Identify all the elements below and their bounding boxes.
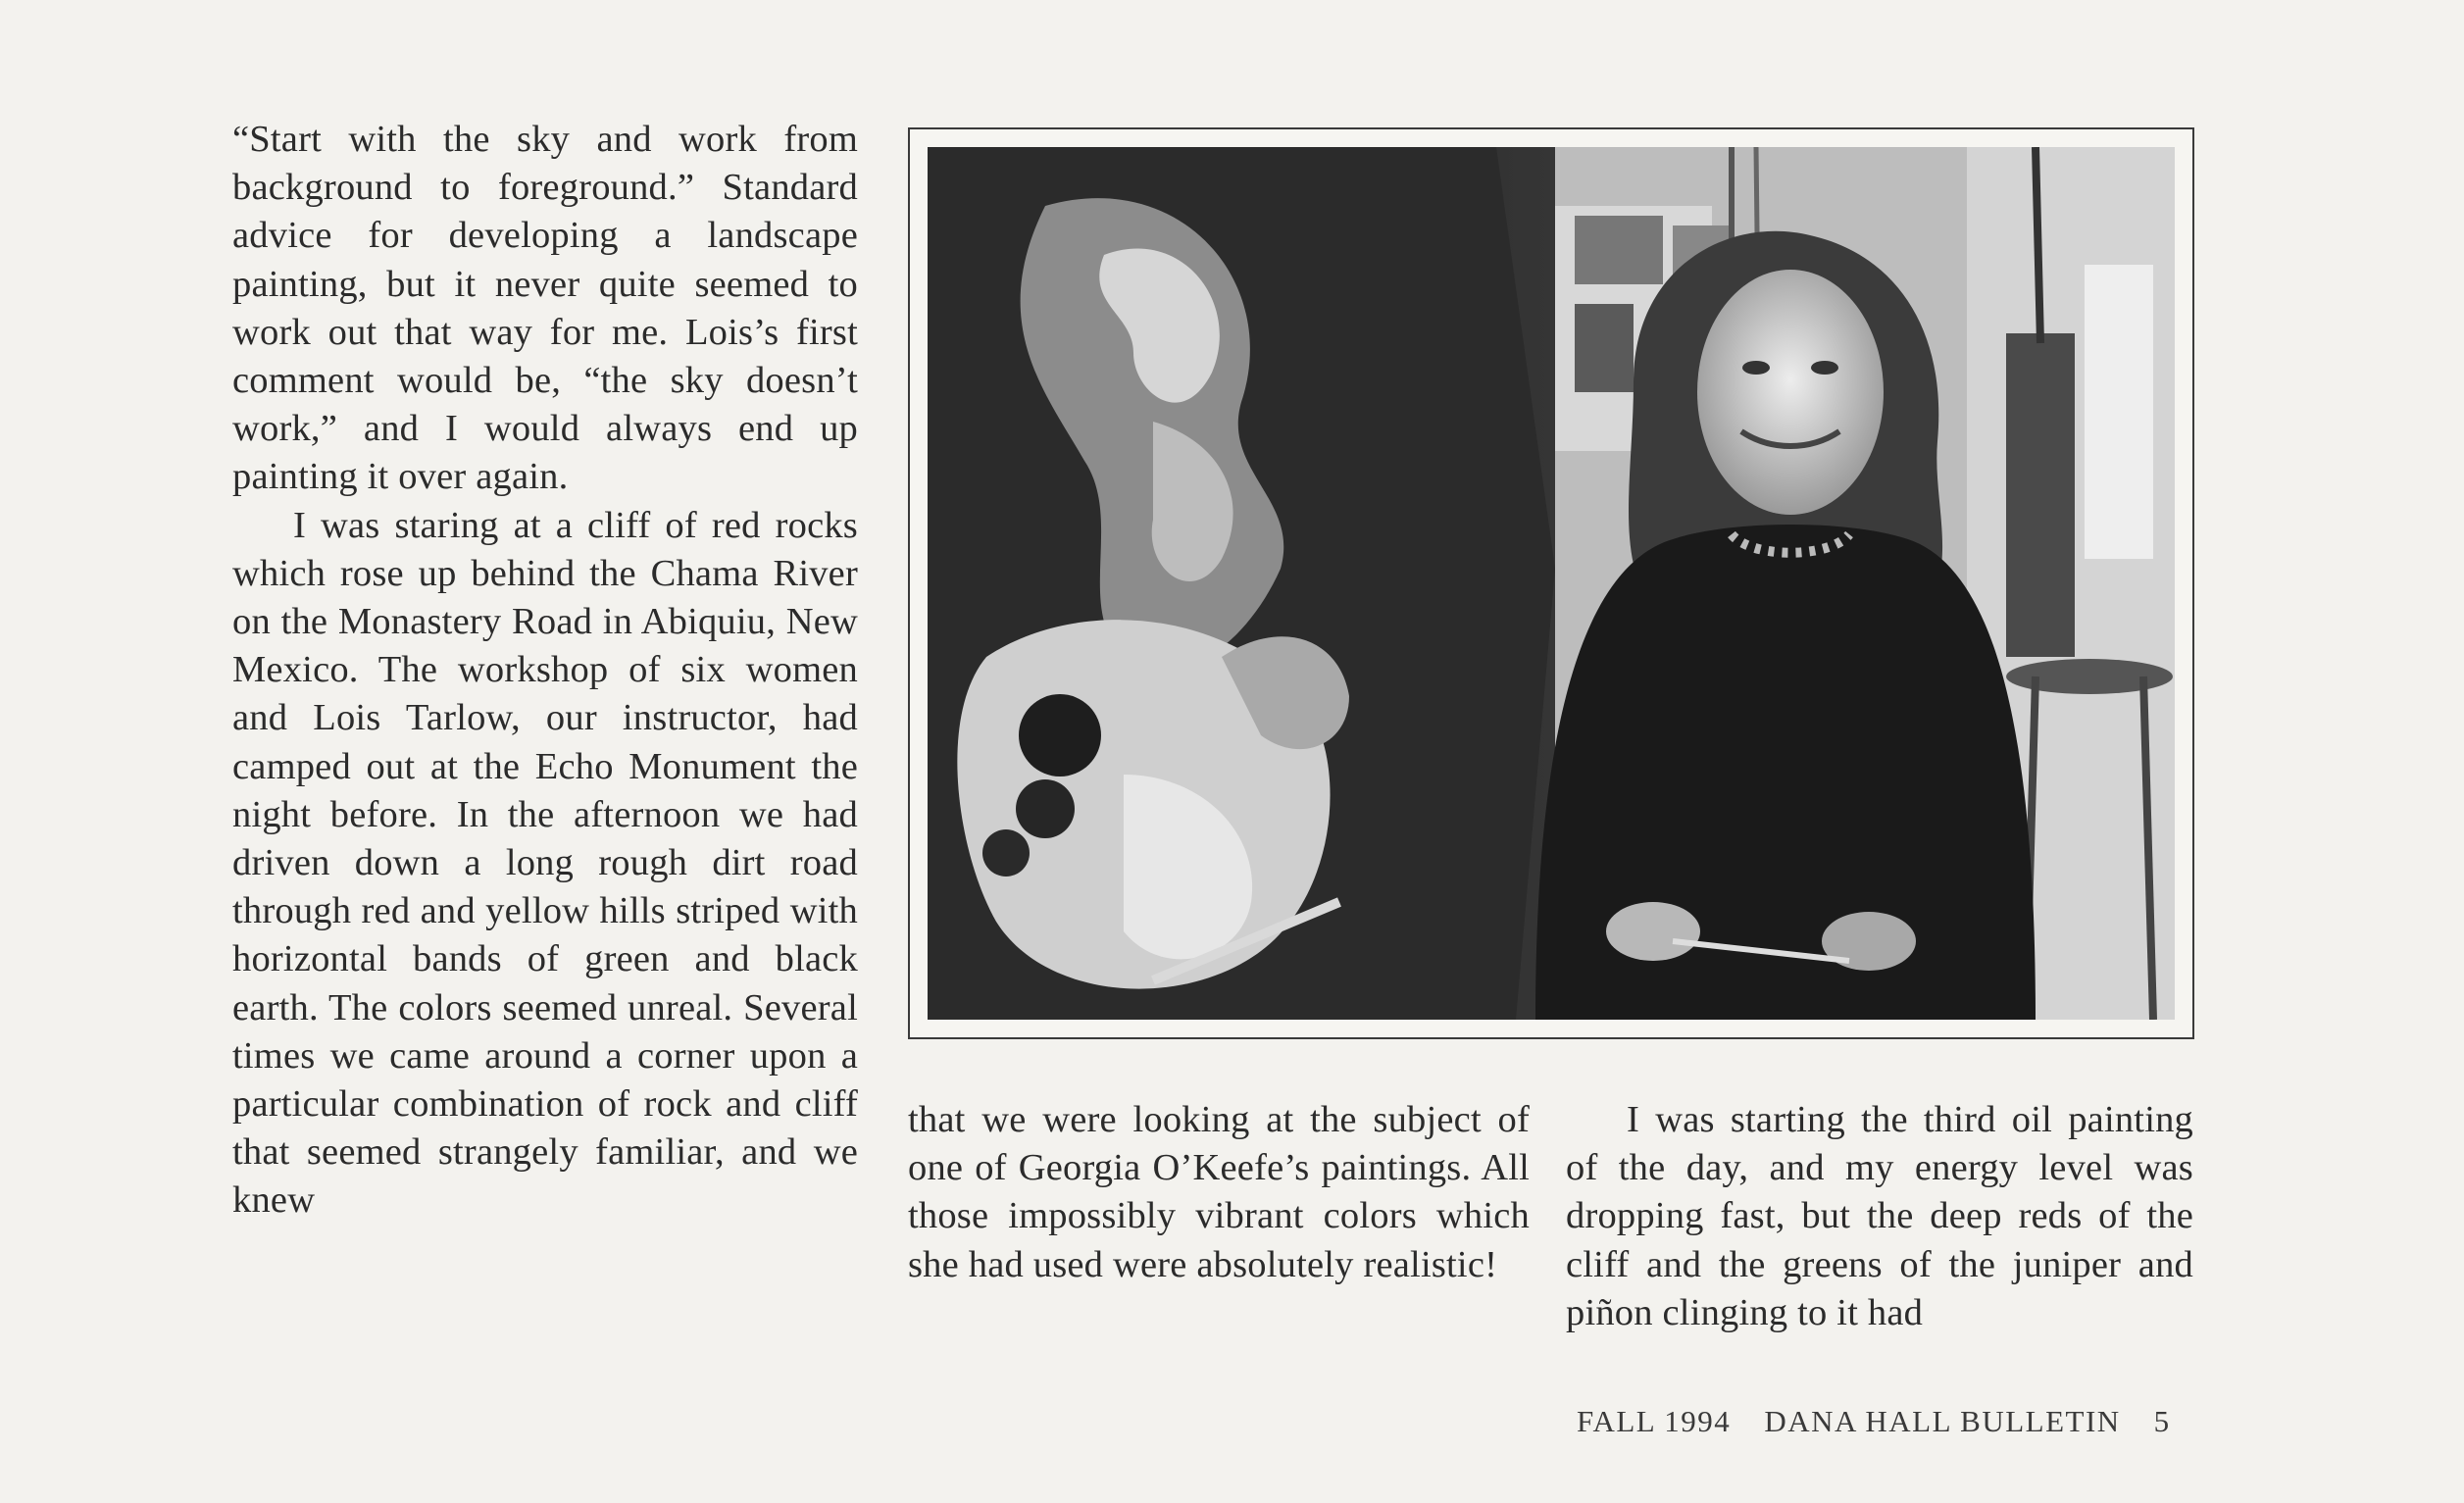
paragraph: I was staring at a cliff of red rocks which rose up behind the Chama River on the Monastery Road in Abiquiu, New Mexico. The workshop of six women and Lois Tarlow, our instructor, had camped out at the Echo Monument the night before. In the afternoon we had driven down a long rough dirt road through red and yellow hills striped with horizontal bands of green and black earth. The colors seemed unreal. Several times we came around a corner upon a particular combination of rock and cliff that seemed strangely familiar, and we knew xyxy=(232,504,858,1222)
page-footer xyxy=(1577,1404,2171,1439)
photograph-artist-with-painting xyxy=(928,147,2175,1020)
footer-season: FALL 1994 xyxy=(1577,1404,1732,1438)
article-column-left xyxy=(232,116,858,1226)
footer-publication: DANA HALL BULLETIN xyxy=(1764,1404,2121,1438)
article-column-right xyxy=(1566,1096,2193,1337)
paragraph: that we were looking at the subject of one of Georgia O’Keefe’s paintings. All those impossibly vibrant colors which she had used were absolutely realistic! xyxy=(908,1099,1530,1285)
page-number: 5 xyxy=(2153,1404,2171,1438)
paragraph: “Start with the sky and work from background to foreground.” Standard advice for developing a landscape painting, but it never quite seemed to work out that way for me. Lois’s first comment would be, “the sky doesn’t work,” and I would always end up painting it over again. xyxy=(232,119,858,498)
photo-frame xyxy=(908,127,2194,1039)
paragraph: I was starting the third oil painting of the day, and my energy level was dropping fast, but the deep reds of the cliff and the greens of the juniper and piñon clinging to it had xyxy=(1566,1099,2193,1333)
article-column-middle xyxy=(908,1096,1530,1289)
